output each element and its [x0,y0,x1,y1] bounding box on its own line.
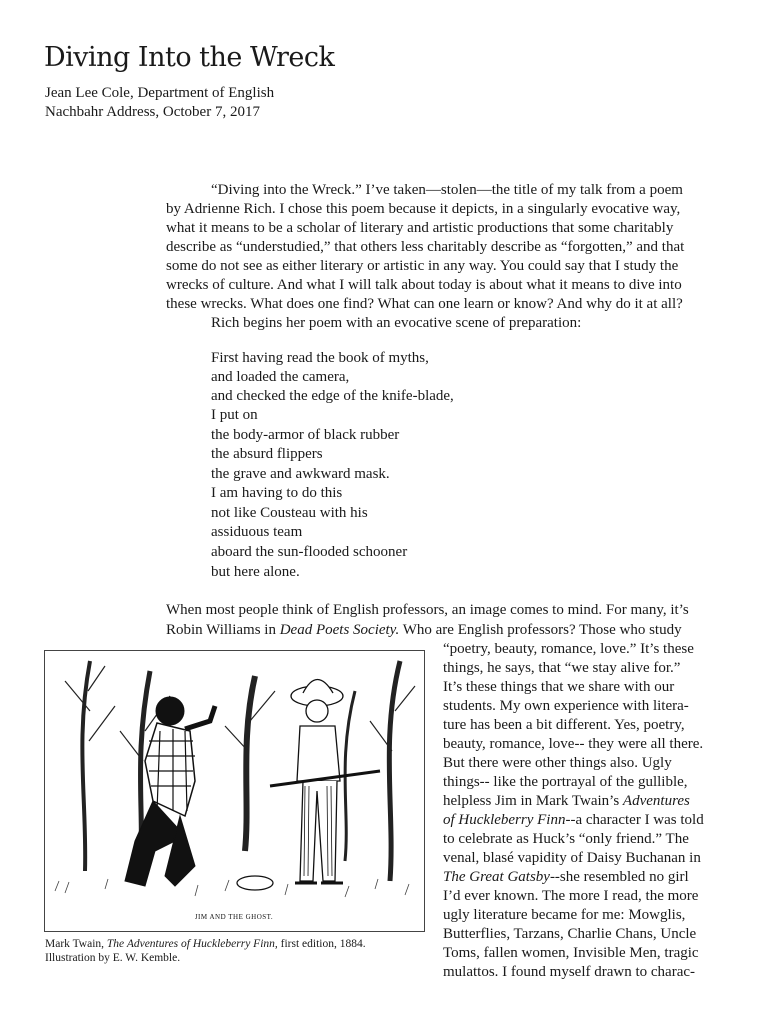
poem-line: the grave and awkward mask. [211,466,390,482]
figure-credit: Illustration by E. W. Kemble. [45,952,181,964]
column-text: --she resembled no girl [549,869,689,885]
poem-line: not like Cousteau with his [211,505,368,521]
column-line [443,811,704,830]
para2-line: When most people think of English professors, an image comes to mind. For many, it’s [166,602,689,618]
engraving-illustration [45,651,424,931]
poem-line: but here alone. [211,564,300,580]
film-title: Dead Poets Society. [279,622,400,638]
intro-line: Rich begins her poem with an evocative scene of preparation: [211,315,582,331]
figure-caption [45,938,366,950]
intro-line: “Diving into the Wreck.” I’ve taken—stolen—the title of my talk from a poem [211,182,683,198]
intro-line: what it means to be a scholar of literary and artistic productions that some charitably [166,220,674,236]
author-line: Jean Lee Cole, Department of English [45,85,275,101]
column-line: ture has been a bit different. Yes, poetry, [443,717,685,733]
event-line: Nachbahr Address, October 7, 2017 [45,104,260,120]
poem-line: assiduous team [211,524,303,540]
caption-book-title: The Adventures of Huckleberry Finn, [106,938,278,950]
column-line: I’d ever known. The more I read, the more [443,888,699,904]
poem-line: the absurd flippers [211,446,323,462]
column-line [443,868,689,887]
column-line: to celebrate as Huck’s “only friend.” The [443,831,689,847]
illustration-inner-caption: JIM AND THE GHOST. [194,913,274,921]
illustration-figure [44,650,425,932]
column-text: --a character I was told [565,812,704,828]
column-line: things-- like the portrayal of the gullible, [443,774,688,790]
poem-line: I am having to do this [211,485,343,501]
intro-line: by Adrienne Rich. I chose this poem because it depicts, in a singularly evocative way, [166,201,681,217]
column-line: “poetry, beauty, romance, love.” It’s these [443,641,694,657]
column-line: Toms, fallen women, Invisible Men, tragic [443,945,699,961]
poem-line: and loaded the camera, [211,369,350,385]
para2-line [166,621,682,640]
poem-line: I put on [211,407,258,423]
column-line: It’s these things that we share with our [443,679,675,695]
poem-line: and checked the edge of the knife-blade, [211,388,454,404]
column-text: helpless Jim in Mark Twain’s [443,793,623,809]
document-title: Diving Into the Wreck [44,42,335,73]
intro-line: describe as “understudied,” that others less charitably describe as “forgotten,” and that [166,239,685,255]
column-line: But there were other things also. Ugly [443,755,672,771]
poem-line: First having read the book of myths, [211,350,429,366]
column-line: ugly literature became for me: Mowglis, [443,907,686,923]
column-line: students. My own experience with litera- [443,698,689,714]
para2-text: Robin Williams in [166,622,280,638]
caption-text: first edition, 1884. [277,938,366,950]
column-line [443,792,690,811]
book-title: Adventures [622,793,690,809]
book-title: The Great Gatsby [443,869,550,885]
intro-line: some do not see as either literary or artistic in any way. You could say that I study the [166,258,679,274]
column-line: mulattos. I found myself drawn to charac- [443,964,696,980]
column-line: things, he says, that “we stay alive for.” [443,660,681,676]
poem-line: aboard the sun-flooded schooner [211,544,408,560]
column-line: beauty, romance, love-- they were all there. [443,736,704,752]
intro-line: wrecks of culture. And what I will talk about today is about what it means to dive into [166,277,682,293]
intro-line: these wrecks. What does one find? What can one learn or know? And why do it at all? [166,296,683,312]
column-line: Butterflies, Tarzans, Charlie Chans, Uncle [443,926,697,942]
para2-text: Who are English professors? Those who study [399,622,682,638]
book-title: of Huckleberry Finn [443,812,566,828]
caption-text: Mark Twain, [45,938,107,950]
poem-line: the body-armor of black rubber [211,427,400,443]
column-line: venal, blasé vapidity of Daisy Buchanan in [443,850,701,866]
